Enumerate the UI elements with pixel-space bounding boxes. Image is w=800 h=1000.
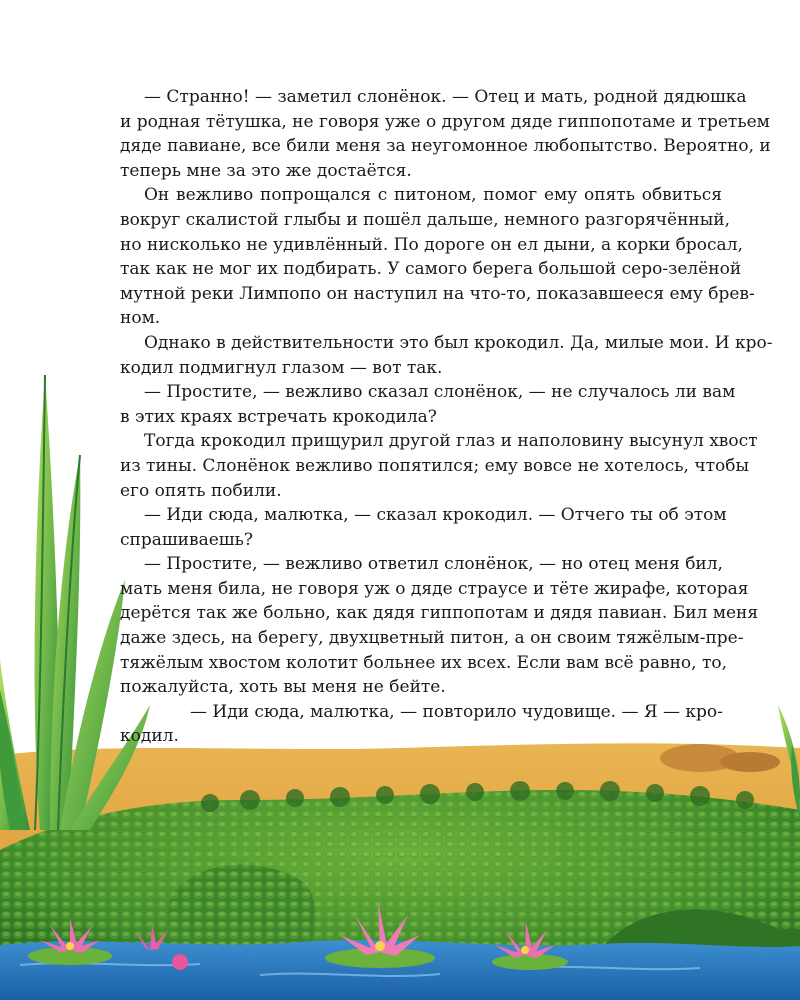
text-line: дерётся так же больно, как дядя гиппопотам и дядя павиан. Бил меня (120, 603, 759, 624)
text-line: кодил. (120, 726, 179, 747)
text-line: теперь мне за это же достаётся. (120, 160, 412, 181)
text-line: его опять побили. (120, 480, 282, 501)
text-line: мутной реки Лимпопо он наступил на что-то, показавшееся ему брев- (120, 283, 755, 304)
text-line: — Иди сюда, малютка, — сказал крокодил. — Отчего ты об этом (144, 505, 727, 526)
text-line: — Простите, — вежливо ответил слонёнок, — но отец меня бил, (144, 554, 723, 575)
text-line: мать меня била, не говоря уж о дяде страусе и тёте жирафе, которая (120, 578, 749, 599)
text-line: кодил подмигнул глазом — вот так. (120, 357, 443, 378)
text-line: Тогда крокодил прищурил другой глаз и наполовину высунул хвост (144, 431, 758, 452)
text-line: Он вежливо попрощался с питоном, помог ему опять обвиться (144, 185, 722, 206)
text-line: — Простите, — вежливо сказал слонёнок, — не случалось ли вам (144, 382, 736, 403)
text-line: спрашиваешь? (120, 529, 253, 550)
text-line: ном. (120, 308, 161, 329)
text-line: так как не мог их подбирать. У самого берега большой серо-зелёной (120, 259, 742, 280)
text-line: пожалуйста, хоть вы меня не бейте. (120, 677, 446, 698)
text-line: — Странно! — заметил слонёнок. — Отец и мать, родной дядюшка (144, 87, 747, 107)
text-line: и родная тётушка, не говоря уже о другом дяде гиппопотаме и третьем (120, 111, 770, 132)
story-text (120, 85, 773, 749)
text-line: — Иди сюда, малютка, — повторило чудовище. — Я — кро- (190, 701, 723, 722)
text-line: Однако в действительности это был крокодил. Да, милые мои. И кро- (144, 332, 773, 353)
text-line: тяжёлым хвостом колотит больнее их всех. Если вам всё равно, то, (120, 652, 728, 673)
text-line: в этих краях встречать крокодила? (120, 406, 437, 427)
text-line: вокруг скалистой глыбы и пошёл дальше, немного разгорячённый, (120, 209, 731, 230)
text-line: даже здесь, на берегу, двухцветный питон, а он своим тяжёлым-пре- (120, 628, 744, 649)
text-line: из тины. Слонёнок вежливо попятился; ему вовсе не хотелось, чтобы (120, 455, 749, 476)
text-line: дяде павиане, все били меня за неугомонное любопытство. Вероятно, и (120, 136, 771, 157)
text-line: но нисколько не удивлённый. По дороге он ел дыни, а корки бросал, (120, 234, 743, 255)
